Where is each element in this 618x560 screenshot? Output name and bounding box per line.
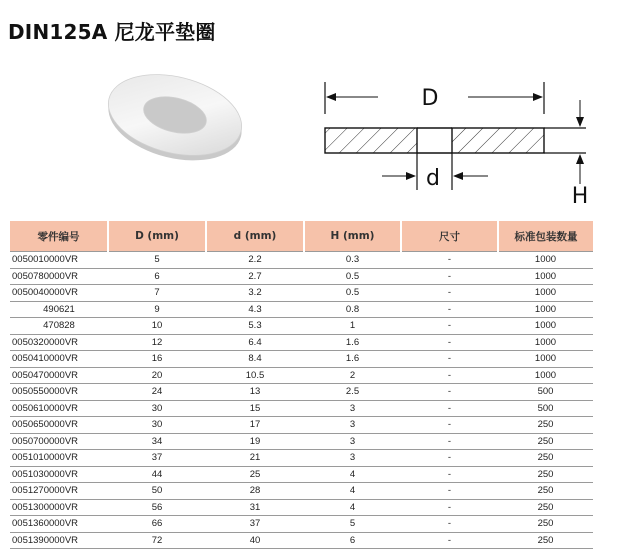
cell-standard-pack: 1000: [498, 334, 593, 351]
cell-outer-diameter: 66: [108, 516, 206, 533]
cell-size: -: [401, 499, 498, 516]
cell-part-number: 0051030000VR: [10, 466, 108, 483]
cell-outer-diameter: 30: [108, 417, 206, 434]
cell-outer-diameter: 7: [108, 285, 206, 302]
cell-thickness: 2.5: [304, 384, 401, 401]
cell-part-number: 0050700000VR: [10, 433, 108, 450]
cell-inner-diameter: 5.3: [206, 318, 304, 335]
cell-standard-pack: 1000: [498, 351, 593, 368]
table-row: [10, 483, 593, 500]
cell-size: -: [401, 285, 498, 302]
cell-part-number: 0050550000VR: [10, 384, 108, 401]
cell-size: -: [401, 450, 498, 467]
cell-thickness: 3: [304, 433, 401, 450]
table-row: [10, 450, 593, 467]
spec-table: [10, 221, 593, 549]
cell-thickness: 3: [304, 450, 401, 467]
table-row: [10, 334, 593, 351]
table-row: [10, 466, 593, 483]
cell-inner-diameter: 2.2: [206, 252, 304, 269]
cell-inner-diameter: 28: [206, 483, 304, 500]
cell-size: -: [401, 351, 498, 368]
page-title: DIN125A 尼龙平垫圈: [8, 20, 216, 44]
cell-standard-pack: 1000: [498, 268, 593, 285]
cell-inner-diameter: 8.4: [206, 351, 304, 368]
cell-inner-diameter: 31: [206, 499, 304, 516]
cell-inner-diameter: 21: [206, 450, 304, 467]
cell-size: -: [401, 516, 498, 533]
cell-size: -: [401, 252, 498, 269]
table-row: [10, 433, 593, 450]
cell-part-number: 0050610000VR: [10, 400, 108, 417]
cell-outer-diameter: 24: [108, 384, 206, 401]
cell-size: -: [401, 483, 498, 500]
cell-inner-diameter: 13: [206, 384, 304, 401]
cell-thickness: 4: [304, 466, 401, 483]
cell-part-number: 0050410000VR: [10, 351, 108, 368]
cell-thickness: 5: [304, 516, 401, 533]
cell-inner-diameter: 4.3: [206, 301, 304, 318]
cell-outer-diameter: 30: [108, 400, 206, 417]
cell-part-number: 0051010000VR: [10, 450, 108, 467]
table-row: [10, 417, 593, 434]
table-row: [10, 351, 593, 368]
header-standard-pack: 标准包装数量: [498, 221, 593, 252]
label-H: H: [571, 184, 589, 204]
cell-standard-pack: 500: [498, 400, 593, 417]
cell-inner-diameter: 6.4: [206, 334, 304, 351]
header-inner-diameter: d (mm): [206, 221, 304, 252]
cell-size: -: [401, 268, 498, 285]
cell-standard-pack: 250: [498, 483, 593, 500]
cell-standard-pack: 250: [498, 499, 593, 516]
cell-part-number: 0050650000VR: [10, 417, 108, 434]
cell-inner-diameter: 3.2: [206, 285, 304, 302]
cell-standard-pack: 1000: [498, 301, 593, 318]
cell-size: -: [401, 532, 498, 549]
header-part-number: 零件编号: [10, 221, 108, 252]
cell-thickness: 1.6: [304, 334, 401, 351]
cell-standard-pack: 250: [498, 417, 593, 434]
cell-part-number: 0051390000VR: [10, 532, 108, 549]
cell-part-number: 0050010000VR: [10, 252, 108, 269]
cell-size: -: [401, 301, 498, 318]
table-row: [10, 268, 593, 285]
cell-standard-pack: 250: [498, 450, 593, 467]
cell-outer-diameter: 6: [108, 268, 206, 285]
cell-part-number: 0050040000VR: [10, 285, 108, 302]
cell-outer-diameter: 56: [108, 499, 206, 516]
cell-part-number: 0051360000VR: [10, 516, 108, 533]
cell-standard-pack: 1000: [498, 318, 593, 335]
table-row: [10, 499, 593, 516]
cell-part-number: 490621: [10, 301, 108, 318]
cell-outer-diameter: 37: [108, 450, 206, 467]
cell-standard-pack: 250: [498, 532, 593, 549]
cell-thickness: 1: [304, 318, 401, 335]
cell-outer-diameter: 34: [108, 433, 206, 450]
cell-standard-pack: 1000: [498, 367, 593, 384]
cell-outer-diameter: 12: [108, 334, 206, 351]
cell-inner-diameter: 37: [206, 516, 304, 533]
cell-standard-pack: 250: [498, 466, 593, 483]
cell-standard-pack: 1000: [498, 252, 593, 269]
cell-size: -: [401, 334, 498, 351]
header-size: 尺寸: [401, 221, 498, 252]
dimension-drawing: [318, 72, 598, 204]
cell-outer-diameter: 44: [108, 466, 206, 483]
cell-size: -: [401, 466, 498, 483]
cell-part-number: 0050320000VR: [10, 334, 108, 351]
header-thickness: H (mm): [304, 221, 401, 252]
table-row: [10, 252, 593, 269]
cell-part-number: 0050780000VR: [10, 268, 108, 285]
cell-outer-diameter: 10: [108, 318, 206, 335]
table-row: [10, 285, 593, 302]
cell-outer-diameter: 9: [108, 301, 206, 318]
cell-thickness: 6: [304, 532, 401, 549]
cell-standard-pack: 250: [498, 516, 593, 533]
cell-thickness: 4: [304, 483, 401, 500]
cell-inner-diameter: 19: [206, 433, 304, 450]
cell-inner-diameter: 10.5: [206, 367, 304, 384]
cell-standard-pack: 500: [498, 384, 593, 401]
cell-outer-diameter: 20: [108, 367, 206, 384]
cell-thickness: 2: [304, 367, 401, 384]
cell-part-number: 0050470000VR: [10, 367, 108, 384]
cell-inner-diameter: 15: [206, 400, 304, 417]
cell-part-number: 470828: [10, 318, 108, 335]
cell-outer-diameter: 50: [108, 483, 206, 500]
cell-thickness: 0.5: [304, 268, 401, 285]
cell-part-number: 0051300000VR: [10, 499, 108, 516]
cell-thickness: 1.6: [304, 351, 401, 368]
cell-inner-diameter: 25: [206, 466, 304, 483]
cell-outer-diameter: 5: [108, 252, 206, 269]
cell-size: -: [401, 433, 498, 450]
cell-thickness: 0.5: [304, 285, 401, 302]
cell-part-number: 0051270000VR: [10, 483, 108, 500]
table-row: [10, 301, 593, 318]
cell-standard-pack: 250: [498, 433, 593, 450]
cell-size: -: [401, 367, 498, 384]
cell-inner-diameter: 40: [206, 532, 304, 549]
table-row: [10, 516, 593, 533]
cell-standard-pack: 1000: [498, 285, 593, 302]
cell-size: -: [401, 318, 498, 335]
header-outer-diameter: D (mm): [108, 221, 206, 252]
label-D: D: [421, 86, 439, 111]
cell-outer-diameter: 72: [108, 532, 206, 549]
washer-photo: [100, 62, 250, 172]
table-header-row: [10, 221, 593, 252]
cell-thickness: 4: [304, 499, 401, 516]
table-row: [10, 532, 593, 549]
cell-thickness: 3: [304, 417, 401, 434]
cell-thickness: 0.3: [304, 252, 401, 269]
table-row: [10, 384, 593, 401]
label-d: d: [426, 166, 440, 191]
table-row: [10, 400, 593, 417]
cell-thickness: 0.8: [304, 301, 401, 318]
cell-outer-diameter: 16: [108, 351, 206, 368]
cell-inner-diameter: 17: [206, 417, 304, 434]
cell-size: -: [401, 384, 498, 401]
cell-size: -: [401, 417, 498, 434]
cell-size: -: [401, 400, 498, 417]
cell-thickness: 3: [304, 400, 401, 417]
table-row: [10, 318, 593, 335]
table-row: [10, 367, 593, 384]
cell-inner-diameter: 2.7: [206, 268, 304, 285]
